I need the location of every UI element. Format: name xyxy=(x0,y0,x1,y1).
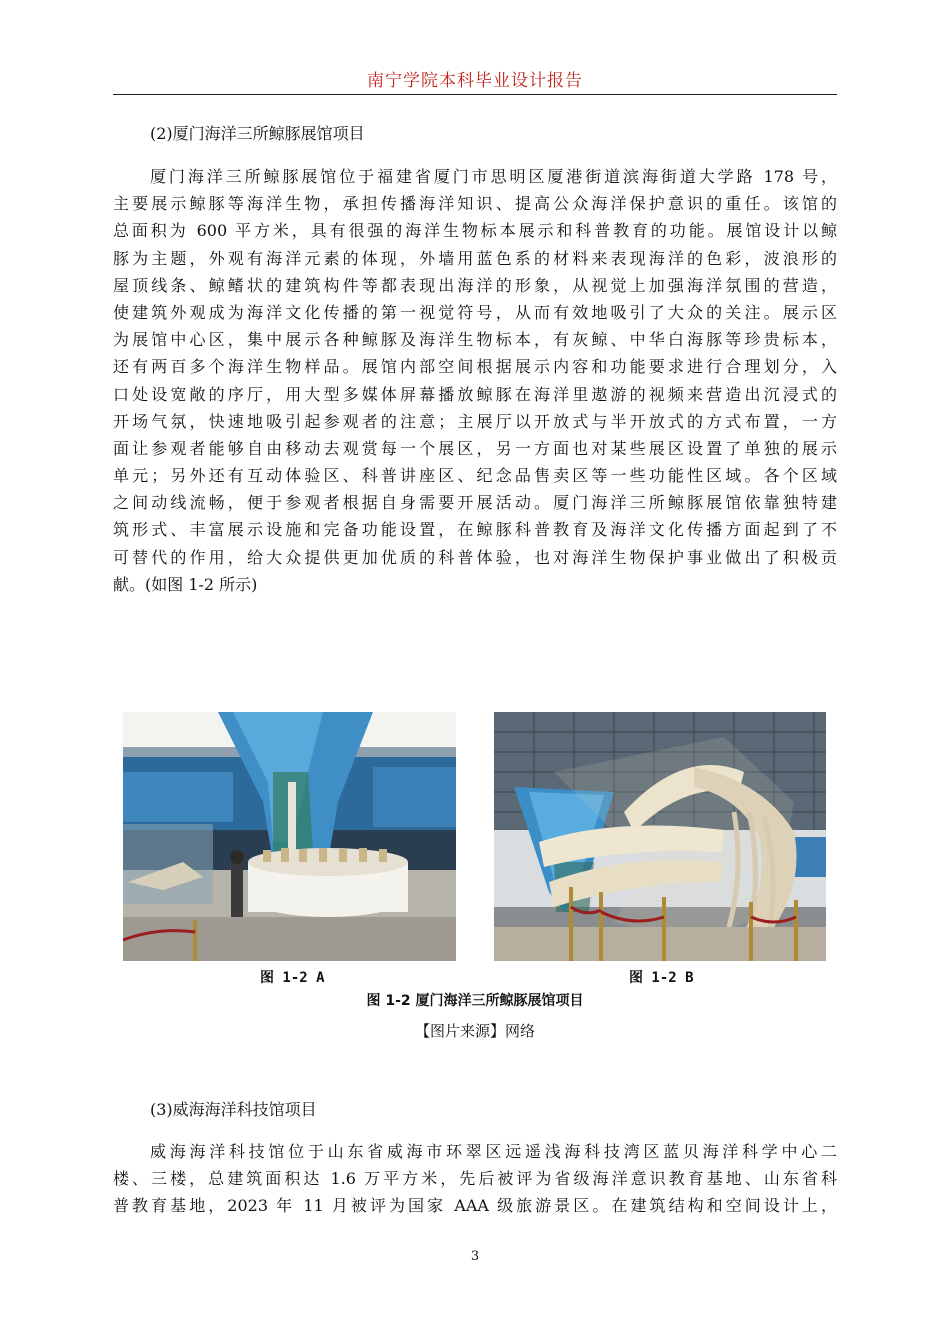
paragraph-line: 之间动线流畅，便于参观者根据自身需要开展活动。厦门海洋三所鲸豚展馆依靠独特建 xyxy=(113,493,837,513)
paragraph-line: 献。(如图 1-2 所示) xyxy=(113,574,258,594)
paragraph-line: 楼、三楼，总建筑面积达 1.6 万平方米，先后被评为省级海洋意识教育基地、山东省科 xyxy=(113,1169,837,1189)
paragraph-line: 豚为主题，外观有海洋元素的体现，外墙用蓝色系的材料来表现海洋的色彩，波浪形的 xyxy=(113,248,837,268)
figure-source: 【图片来源】网络 xyxy=(414,1022,535,1040)
caption-figure-a: 图 1-2 A xyxy=(260,970,325,986)
paragraph-line: 主要展示鲸豚等海洋生物，承担传播海洋知识、提高公众海洋保护意识的重任。该馆的 xyxy=(113,194,837,214)
paragraph-line: 面让参观者能够自由移动去观赏每一个展区，另一方面也对某些展区设置了单独的展示 xyxy=(113,438,837,458)
paragraph-line: 厦门海洋三所鲸豚展馆位于福建省厦门市思明区厦港街道滨海街道大学路 178 号， xyxy=(150,167,837,186)
page-header-title: 南宁学院本科毕业设计报告 xyxy=(367,71,583,91)
paragraph-line: 普教育基地，2023 年 11 月被评为国家 AAA 级旅游景区。在建筑结构和空间设计上， xyxy=(113,1196,837,1216)
figure-title: 图 1-2 厦门海洋三所鲸豚展馆项目 xyxy=(366,993,584,1009)
paragraph-line: 筑形式、丰富展示设施和完备功能设置，在鲸豚科普教育及海洋文化传播方面起到了不 xyxy=(113,520,837,540)
paragraph-line: 口处设宽敞的序厅，用大型多媒体屏幕播放鲸豚在海洋里遨游的视频来营造出沉浸式的 xyxy=(113,384,837,404)
paragraph-line: 屋顶线条、鲸鳍状的建筑构件等都表现出海洋的形象，从视觉上加强海洋氛围的营造， xyxy=(113,275,837,295)
photo-whale-skeleton-b xyxy=(494,712,826,961)
page-number: 3 xyxy=(470,1249,480,1264)
paragraph-line: 单元；另外还有互动体验区、科普讲座区、纪念品售卖区等一些功能性区域。各个区域 xyxy=(113,466,837,486)
paragraph-line: 威海海洋科技馆位于山东省威海市环翠区远遥浅海科技湾区蓝贝海洋科学中心二 xyxy=(150,1142,837,1161)
photo-exhibit-hall-a xyxy=(123,712,456,961)
section-heading-weihai: (3)威海海洋科技馆项目 xyxy=(150,1100,317,1119)
header-rule xyxy=(113,94,837,95)
paragraph-weihai xyxy=(113,1138,837,1220)
paragraph-line: 开场气氛，快速地吸引起参观者的注意；主展厅以开放式与半开放式的方式布置，一方 xyxy=(113,411,837,431)
paragraph-xiamen xyxy=(113,163,837,598)
section-heading-xiamen: (2)厦门海洋三所鲸豚展馆项目 xyxy=(150,124,365,143)
paragraph-line: 还有两百多个海洋生物样品。展馆内部空间根据展示内容和功能要求进行合理划分，入 xyxy=(113,357,837,377)
paragraph-line: 为展馆中心区，集中展示各种鲸豚及海洋生物标本，有灰鲸、中华白海豚等珍贵标本， xyxy=(113,330,837,350)
caption-figure-b: 图 1-2 B xyxy=(629,970,694,986)
paragraph-line: 可替代的作用，给大众提供更加优质的科普体验，也对海洋生物保护事业做出了积极贡 xyxy=(113,547,837,567)
paragraph-line: 总面积为 600 平方米，具有很强的海洋生物标本展示和科普教育的功能。展馆设计以鲸 xyxy=(113,221,837,241)
paragraph-line: 使建筑外观成为海洋文化传播的第一视觉符号，从而有效地吸引了大众的关注。展示区 xyxy=(113,302,837,322)
